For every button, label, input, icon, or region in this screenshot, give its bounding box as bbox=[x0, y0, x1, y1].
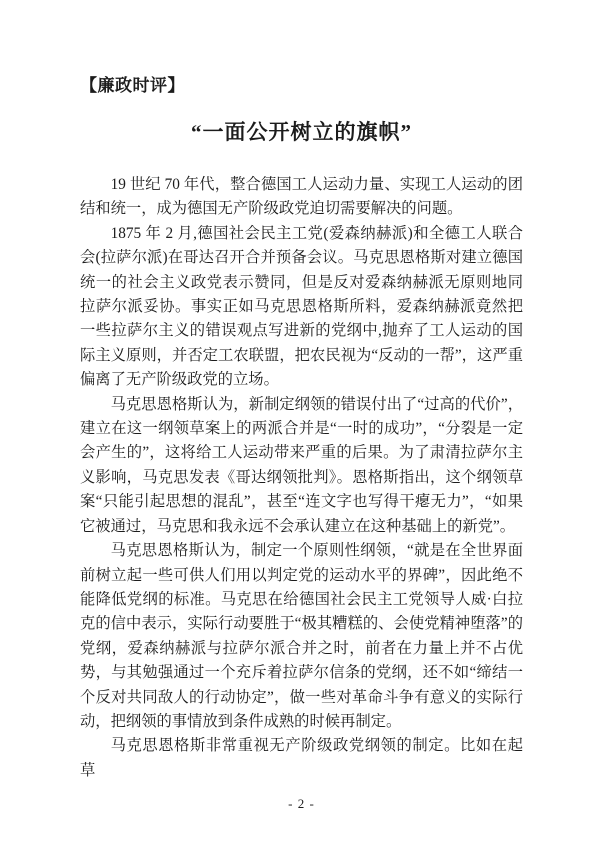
paragraph: 马克思恩格斯非常重视无产阶级政党纲领的制定。比如在起草 bbox=[80, 737, 523, 779]
section-label: 【廉政时评】 bbox=[80, 76, 185, 95]
document-body bbox=[80, 173, 523, 783]
document-title: “一面公开树立的旗帜” bbox=[191, 120, 412, 144]
paragraph: 19 世纪 70 年代，整合德国工人运动力量、实现工人运动的团结和统一，成为德国无产阶级政党迫切需要解决的问题。 bbox=[80, 176, 523, 218]
paragraph: 1875 年 2 月,德国社会民主工党(爱森纳赫派)和全德工人联合会(拉萨尔派)在哥达召开合并预备会议。马克思恩格斯对建立德国统一的社会主义政党表示赞同，但是反对爱森纳赫派无原则地同拉萨尔派妥协。事实正如马克思恩格斯所料，爱森纳赫派竟然把一些拉萨尔主义的错误观点写进新的党纲中,抛弃了工人运动的国际主义原则，并否定工农联盟，把农民视为“反动的一帮”，这严重偏离了无产阶级政党的立场。 bbox=[80, 224, 523, 389]
paragraph: 马克思恩格斯认为，新制定纲领的错误付出了“过高的代价”，建立在这一纲领草案上的两派合并是“一时的成功”，“分裂是一定会产生的”，这将给工人运动带来严重的后果。为了肃清拉萨尔主义影响，马克思发表《哥达纲领批判》。恩格斯指出，这个纲领草案“只能引起思想的混乱”，甚至“连文字也写得干瘪无力”，“如果它被通过，马克思和我永远不会承认建立在这种基础上的新党”。 bbox=[80, 395, 523, 535]
paragraph: 马克思恩格斯认为，制定一个原则性纲领，“就是在全世界面前树立起一些可供人们用以判定党的运动水平的界碑”，因此绝不能降低党纲的标准。马克思在给德国社会民主工党领导人威·白拉克的信中表示，实际行动要胜于“极其糟糕的、会使党精神堕落”的党纲，爱森纳赫派与拉萨尔派合并之时，前者在力量上并不占优势，与其勉强通过一个充斥着拉萨尔信条的党纲，还不如“缔结一个反对共同敌人的行动协定”，做一些对革命斗争有意义的实际行动，把纲领的事情放到条件成熟的时候再制定。 bbox=[80, 542, 523, 730]
page-number: - 2 - bbox=[288, 796, 315, 812]
